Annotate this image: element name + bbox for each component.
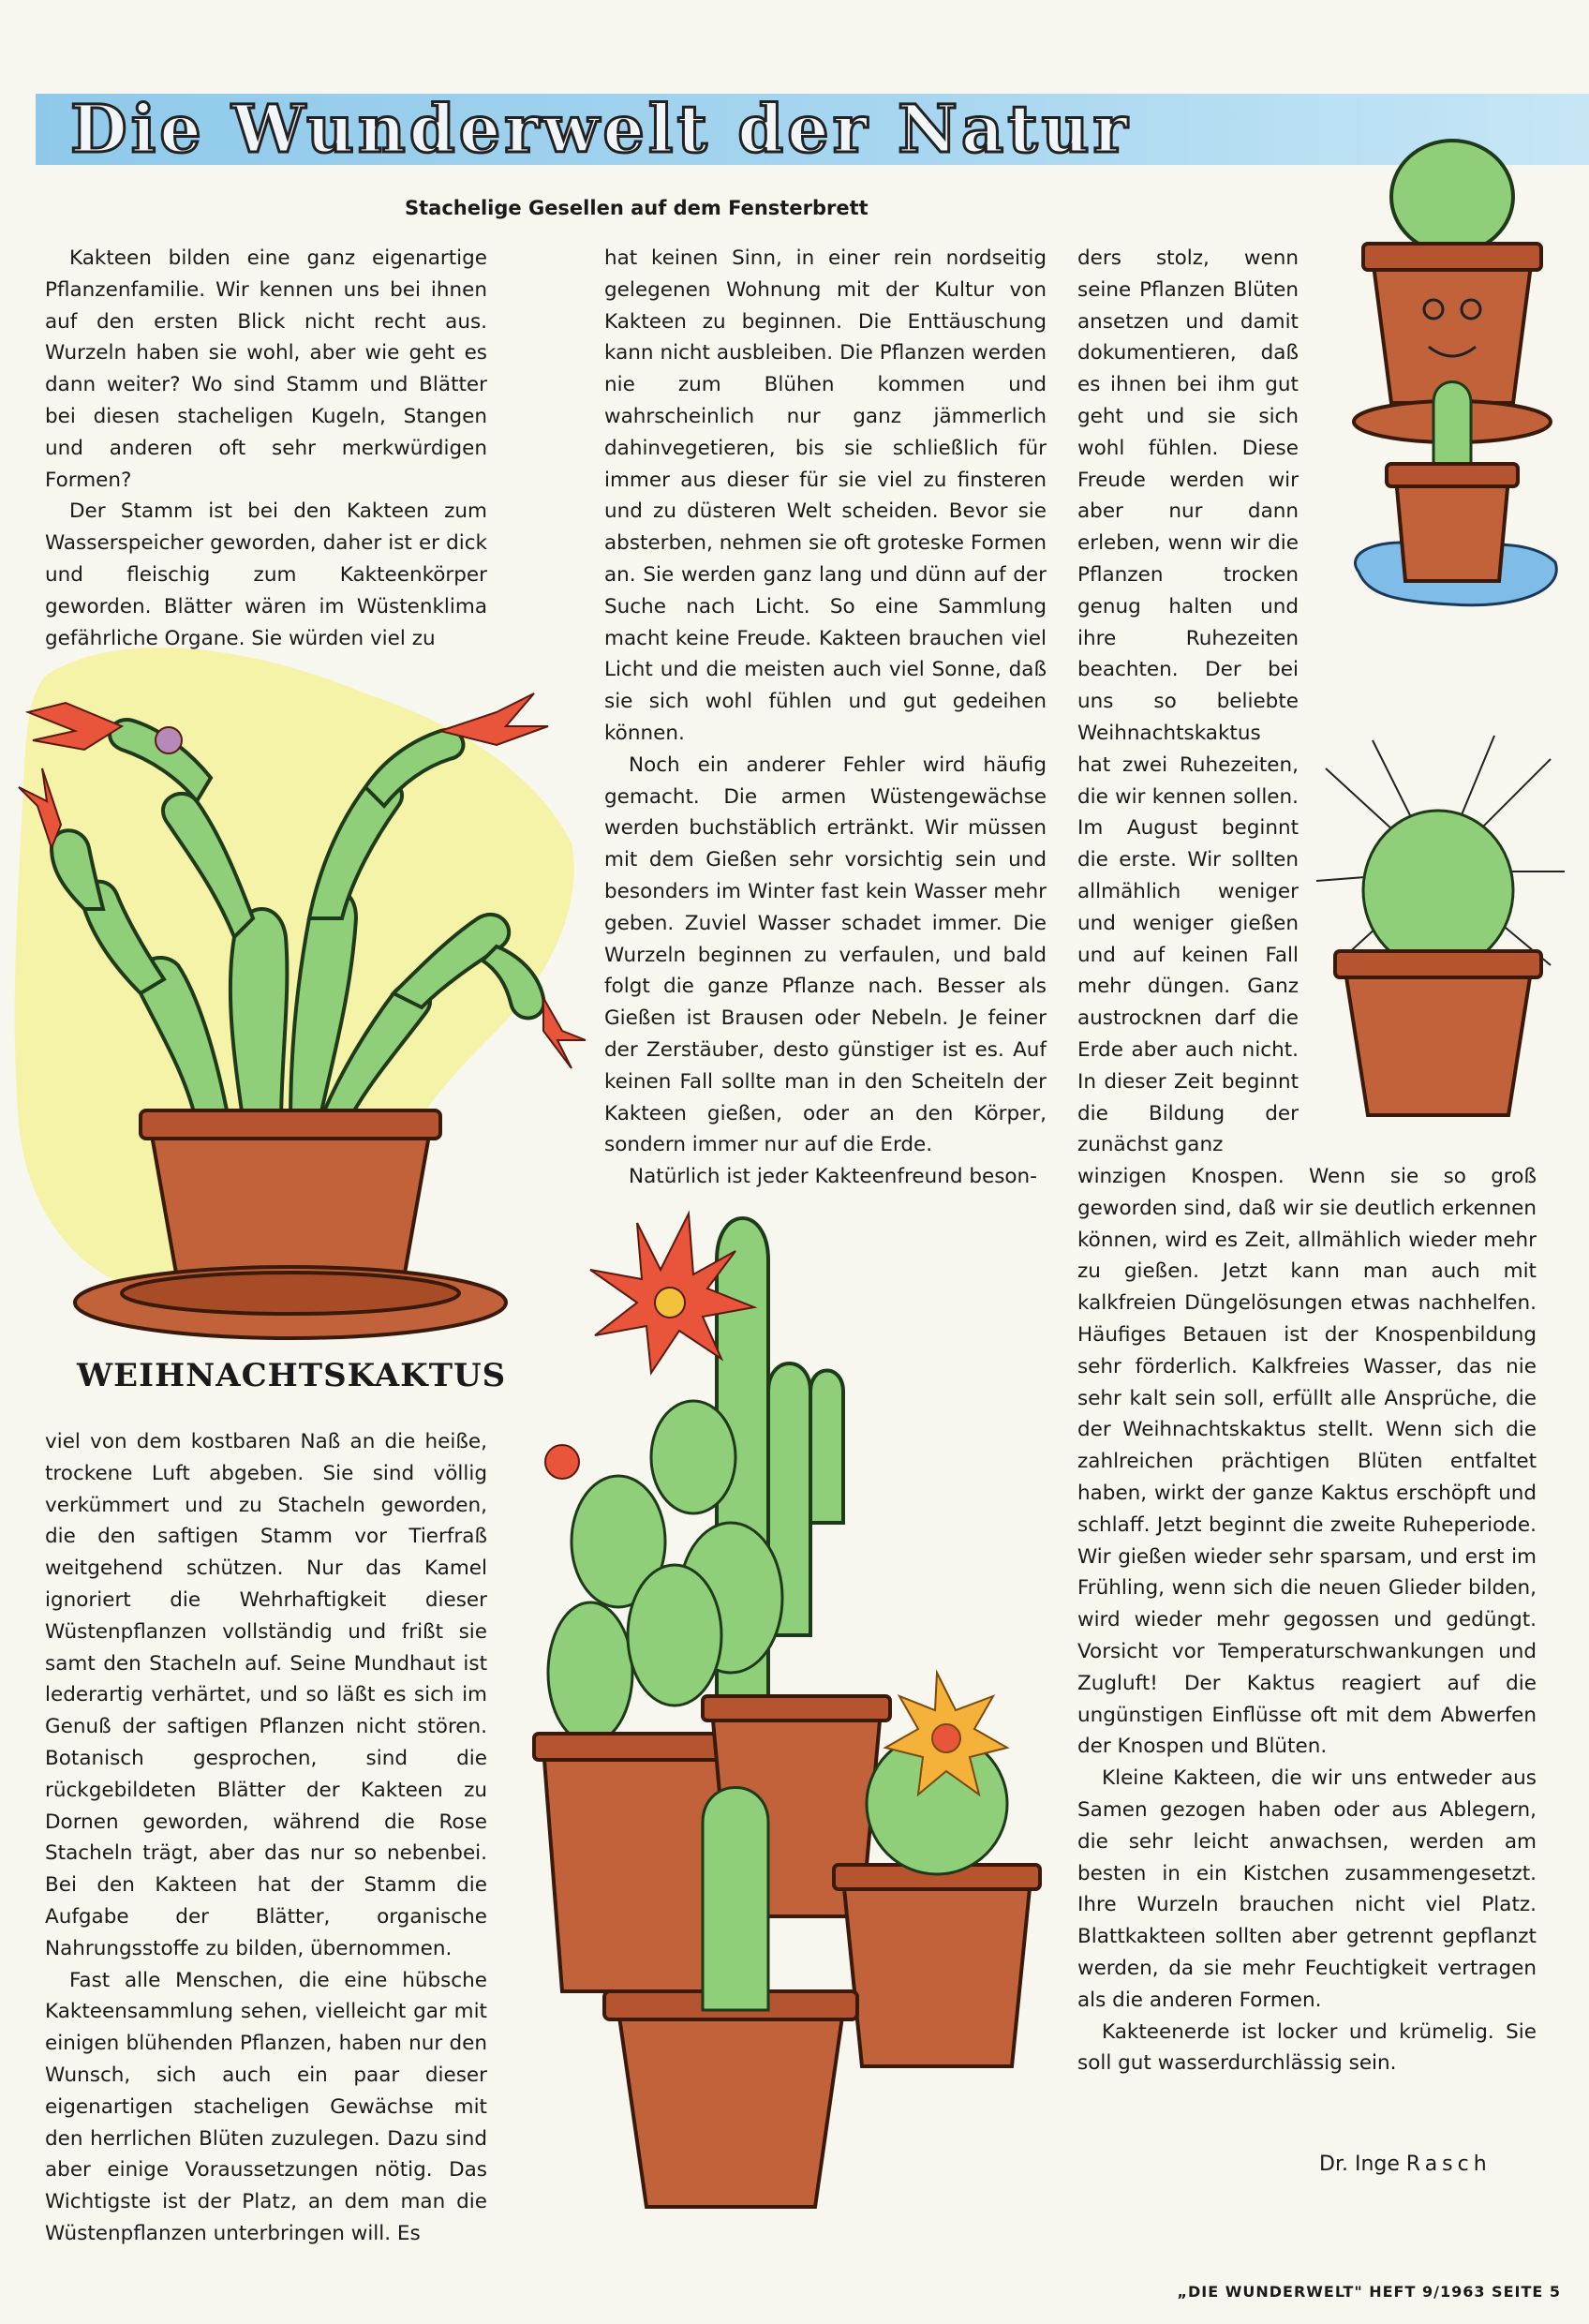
spiny-cactus-pot bbox=[1335, 951, 1541, 1115]
crying-pot bbox=[1387, 464, 1518, 581]
page-title: Die Wunderwelt der Natur bbox=[70, 90, 1132, 168]
paragraph: Fast alle Menschen, die eine hübsche Kakteensammlung sehen, vielleicht gar mit einigen blühenden Pflanzen, haben nur den Wunsch, sich auch ein paar dieser eigenartigen stacheligen Gewächse mit den herrlichen Blüten zuzulegen. Dazu sind aber einige Voraussetzungen nötig. Das Wichtigste ist der Platz, an dem man die Wüstenpflanzen unterbringen will. Es bbox=[45, 1968, 487, 2245]
paragraph: ders stolz, wenn seine Pflanzen Blüten ansetzen und damit dokumentieren, daß es ihnen bei ihm gut geht und sie sich wohl fühlen. Diese Freude werden wir aber nur dann erleben, wenn wir die Pflanzen trocken genug halten und ihre Ruhezeiten beachten. Der bei uns so beliebte Weihnachtskaktus hat zwei Ruhezeiten, die wir kennen sollen. Im August beginnt die erste. Wir sollten allmählich weniger und weniger gießen und auf keinen Fall mehr düngen. Ganz austrocknen darf die Erde aber auch nicht. In dieser Zeit beginnt die Bildung der zunächst ganz bbox=[1077, 246, 1299, 1157]
article-subtitle: Stachelige Gesellen auf dem Fensterbrett bbox=[405, 197, 869, 219]
column-1-bottom bbox=[45, 1426, 487, 2250]
round-cactus bbox=[1391, 141, 1513, 253]
column-3-wide bbox=[1077, 1161, 1537, 2079]
author-surname: Rasch bbox=[1405, 2153, 1492, 2176]
paragraph: Kakteenerde ist locker und krümelig. Sie soll gut wasserdurchlässig sein. bbox=[1077, 2019, 1537, 2076]
column-2 bbox=[604, 243, 1047, 1193]
author-prefix: Dr. Inge bbox=[1319, 2153, 1406, 2176]
cactus-group-illustration bbox=[487, 1148, 1049, 2216]
illustration-caption: WEIHNACHTSKAKTUS bbox=[77, 1357, 507, 1394]
paragraph: hat keinen Sinn, in einer rein nordseitig gelegenen Wohnung mit der Kultur von Kakteen zu beginnen. Die Enttäuschung kann nicht ausbleiben. Die Pflanzen werden nie zum Blühen kommen und wahrscheinlich nur ganz jämmerlich dahinvegetieren, bis sie schließlich für immer aus dieser für sie viel zu finsteren und zu düsteren Welt scheiden. Bevor sie absterben, nehmen sie oft groteske Formen an. Sie werden ganz lang und dünn auf der Suche nach Licht. So eine Sammlung macht keine Freude. Kakteen brauchen viel Licht und die meisten auch viel Sonne, daß sie sich wohl fühlen und gut gedeihen können. bbox=[604, 246, 1047, 745]
spiny-cactus-body bbox=[1363, 811, 1513, 970]
page-footer: „DIE WUNDERWELT" HEFT 9/1963 SEITE 5 bbox=[1177, 2283, 1561, 2301]
paragraph: Natürlich ist jeder Kakteenfreund beson- bbox=[629, 1165, 1037, 1189]
small-red-flower bbox=[545, 1445, 579, 1479]
paragraph: Der Stamm ist bei den Kakteen zum Wasserspeicher geworden, daher ist er dick und fleischig zum Kakteenkörper geworden. Blätter wären im Wüstenklima gefährliche Organe. Sie würden viel zu bbox=[45, 499, 487, 650]
column-1-top bbox=[45, 243, 487, 654]
paragraph: viel von dem kostbaren Naß an die heiße, trockene Luft abgeben. Sie sind völlig verkümmert und zu Stacheln geworden, die den saftigen Stamm vor Tierfraß weitgehend schützen. Nur das Kamel ignoriert die Wehrhaftigkeit dieser Wüstenpflanzen vollständig und frißt sie samt den Stacheln auf. Seine Mundhaut ist lederartig verhärtet, und so läßt es sich im Genuß der saftigen Pflanzen nicht stören. Botanisch gesprochen, sind die rückgebildeten Blätter der Kakteen zu Dornen geworden, während die Rose Stacheln trägt, aber das nur so nebenbei. Bei den Kakteen hat der Stamm die Aufgabe der Blätter, organische Nahrungsstoffe zu bilden, übernommen. bbox=[45, 1430, 487, 1960]
happy-cactus-pots-illustration bbox=[1340, 122, 1565, 609]
paragraph: Kakteen bilden eine ganz eigenartige Pflanzenfamilie. Wir kennen uns bei ihnen auf den ersten Blick nicht recht aus. Wurzeln haben sie wohl, aber wie geht es dann weiter? Wo sind Stamm und Blätter bei diesen stacheligen Kugeln, Stangen und anderen oft sehr merkwürdigen Formen? bbox=[45, 246, 487, 492]
column-3-narrow bbox=[1077, 243, 1299, 1161]
paragraph: winzigen Knospen. Wenn sie so groß geworden sind, daß wir sie deutlich erkennen können, wird es Zeit, allmählich wieder mehr zu gießen. Jetzt kann man auch mit kalkfreien Düngelösungen etwas nachhelfen. Häufiges Betauen ist der Knospenbildung sehr förderlich. Kalkfreies Wasser, das nie sehr kalt sein soll, erfüllt alle Ansprüche, die der Weihnachtskaktus stellt. Wenn sich die zahlreichen prächtigen Blüten entfaltet haben, wirkt der ganze Kaktus erschöpft und schlaff. Jetzt beginnt die zweite Ruheperiode. Wir gießen wieder sehr sparsam, und erst im Frühling, wenn sich die neuen Glieder bilden, wird wieder mehr gegossen und gedüngt. Vorsicht vor Temperaturschwankungen und Zugluft! Der Kaktus reagiert auf die ungünstigen Einflüsse oft mit dem Abwerfen der Knospen und Blüten. bbox=[1077, 1165, 1537, 1759]
spiny-cactus-illustration bbox=[1307, 731, 1569, 1125]
author bbox=[1319, 2153, 1492, 2176]
paragraph: Kleine Kakteen, die wir uns entweder aus Samen gezogen haben oder aus Ablegern, die sehr leicht anwachsen, werden am besten in ein Kistchen zusammengesetzt. Ihre Wurzeln brauchen nicht viel Platz. Blattkakteen sollten aber getrennt gepflanzt werden, da sie mehr Feuchtigkeit vertragen als die anderen Formen. bbox=[1077, 1766, 1537, 2012]
paragraph: Noch ein anderer Fehler wird häufig gemacht. Die armen Wüstengewächse werden buchstäblich ertränkt. Wir müssen mit dem Gießen sehr vorsichtig sein und besonders im Winter fast kein Wasser mehr geben. Zuviel Wasser schadet immer. Die Wurzeln beginnen zu verfaulen, und bald folgt die ganze Pflanze nach. Besser als Gießen ist Brausen oder Nebeln. Je feiner der Zerstäuber, desto günstiger ist es. Auf keinen Fall sollte man in den Scheiteln der Kakteen gießen, oder an den Körper, sondern immer nur auf die Erde. bbox=[604, 752, 1047, 1157]
